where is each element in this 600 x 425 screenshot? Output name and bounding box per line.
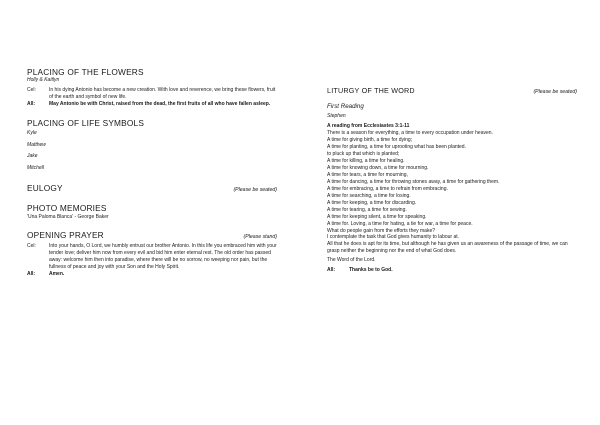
response-line <box>327 267 577 274</box>
eulogy-section <box>27 183 277 193</box>
all-label: All: <box>327 267 336 274</box>
reading-line: A time for searching, a time for losing. <box>327 192 411 199</box>
celebrant-label: Cel: <box>27 243 36 250</box>
right-page <box>327 86 577 274</box>
reading-line: I contemplate the task that God gives humanity to labour at. <box>327 234 460 241</box>
reading-line: A time for tears, a time for mourning, <box>327 171 408 178</box>
opening-prayer-section <box>27 230 277 278</box>
celebrant-text: Into your hands, O Lord, we humbly entrust our brother Antonio. In this life you embraced him with your tender love; deliver him now from every evil and bid him enter eternal rest. The old order has passed away: welcome him then into paradise, where there will be no sorrow, no weeping nor pain, but the fullness of peace and joy with your Son and the Holy Spirit. <box>49 243 277 270</box>
celebrant-label: Cel: <box>27 87 36 94</box>
reading-line: A time for killing, a time for healing. <box>327 157 405 164</box>
reading-line: to pluck up that which is planted; <box>327 151 400 158</box>
instruction-note: (Please stand) <box>243 234 277 241</box>
reading-closing: The Word of the Lord. <box>327 257 376 264</box>
name-item: Mitchell <box>27 164 44 171</box>
section-heading: LITURGY OF THE WORD <box>327 86 415 95</box>
section-heading: PLACING OF LIFE SYMBOLS <box>27 117 145 128</box>
all-response: May Antonio be with Christ, raised from the dead, the first fruits of all who have fallen asleep. <box>49 101 271 108</box>
reading-line: A time for tearing, a time for sewing. <box>327 206 407 213</box>
instruction-note: (Please be seated) <box>533 89 577 95</box>
photo-memories-section <box>27 203 277 221</box>
section-heading: EULOGY <box>27 183 63 194</box>
section-heading: PHOTO MEMORIES <box>27 203 107 214</box>
reading-line: A time for embracing, a time to refrain from embracing. <box>327 185 448 192</box>
reading-line: All that he does is apt for its time, but although he has given us an awareness of the passage of time, we can grasp neither the beginning nor the end of what God does. <box>327 241 568 255</box>
section-heading: PLACING OF THE FLOWERS <box>27 67 144 77</box>
heading-row <box>327 86 577 96</box>
placing-of-flowers-section <box>27 67 277 108</box>
reading-line: A time for knowing down, a time for mourning. <box>327 164 429 171</box>
left-page <box>27 67 277 278</box>
response-line <box>27 101 277 108</box>
name-item: Matthew <box>27 141 46 148</box>
instruction-note: (Please be seated) <box>233 187 277 194</box>
section-subtitle: Holly & Kaitlyn <box>27 77 60 83</box>
all-response: Thanks be to God. <box>349 267 393 274</box>
reading-line: A time for keeping, a time for discarding. <box>327 199 417 206</box>
reading-line: A time for giving birth, a time for dying; <box>327 137 413 144</box>
celebrant-line <box>27 243 277 271</box>
reading-line: What do people gain from the efforts they make? <box>327 227 436 234</box>
placing-of-life-symbols-section <box>27 118 277 174</box>
reading-line: There is a season for everything, a time to every occupation under heaven. <box>327 130 493 137</box>
reading-line: A time for dancing, a time for throwing stones away, a time for gathering them. <box>327 178 500 185</box>
response-line <box>27 271 277 278</box>
first-reading-title: First Reading <box>327 103 364 110</box>
reading-line: A time for keeping silent, a time for speaking. <box>327 213 427 220</box>
name-list <box>27 128 277 174</box>
name-item: Kyle <box>27 129 37 136</box>
all-response: Amen. <box>49 270 65 277</box>
all-label: All: <box>27 270 36 277</box>
reading-title: A reading from Ecclesiastes 3:1-11 <box>327 123 410 130</box>
celebrant-line <box>27 87 277 101</box>
section-heading: OPENING PRAYER <box>27 230 104 241</box>
reading-line: A time for planting, a time for uprooting what has been planted. <box>327 144 466 151</box>
heading-row <box>27 230 277 240</box>
heading-row <box>27 183 277 193</box>
celebrant-text: In his dying Antonio has become a new creation. With love and reverence, we bring these flowers, fruit of the earth and symbol of new life. <box>49 87 276 101</box>
reading-text <box>327 130 577 255</box>
song-title: 'Una Paloma Blanca' - George Baker <box>27 214 109 221</box>
reader-name: Stephen <box>327 113 346 119</box>
all-label: All: <box>27 101 36 108</box>
reading-line: A time for. Loving, a time for hating, a tie for war, a time for peace. <box>327 220 473 227</box>
name-item: Jake <box>27 153 38 160</box>
